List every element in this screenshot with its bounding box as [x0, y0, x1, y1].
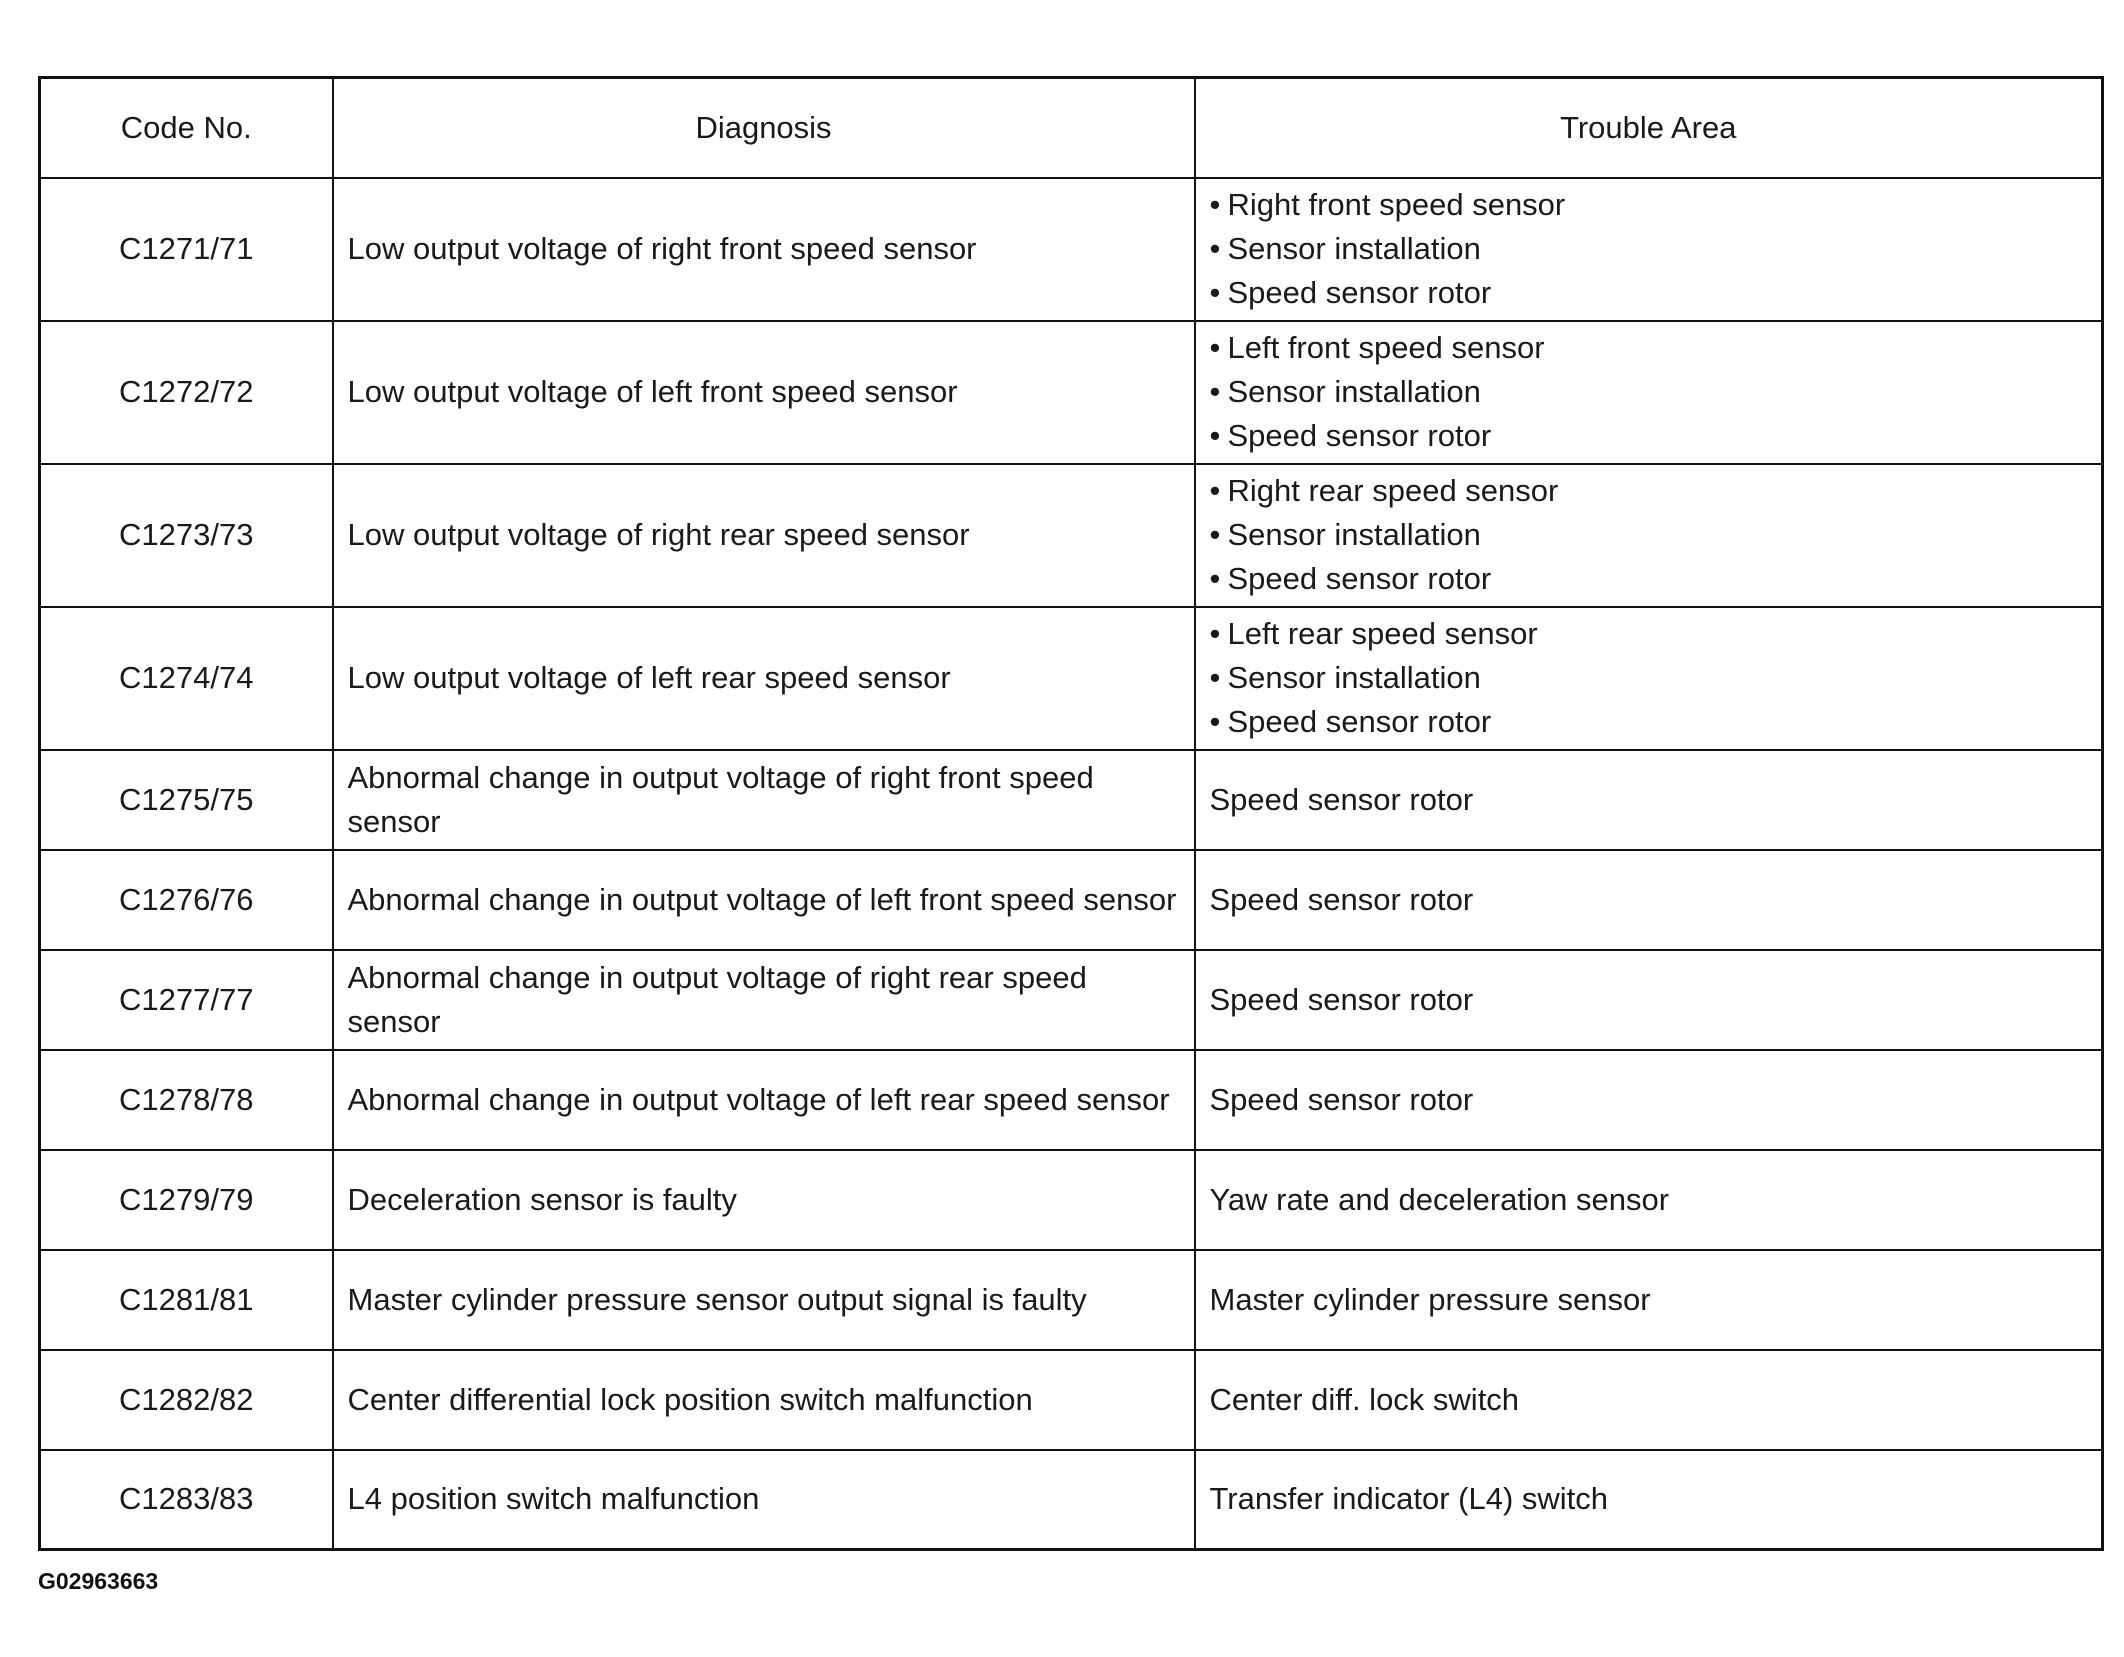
table-row: [40, 950, 2103, 1050]
trouble-area-cell: Speed sensor rotor: [1195, 850, 2103, 950]
diagnosis-cell: Low output voltage of left front speed sensor: [333, 321, 1195, 464]
table-row: [40, 1050, 2103, 1150]
table-row: [40, 1450, 2103, 1550]
trouble-area-cell: Center diff. lock switch: [1195, 1350, 2103, 1450]
trouble-area-item: • Sensor installation: [1210, 513, 2088, 557]
table-row: [40, 850, 2103, 950]
trouble-area-cell: [1195, 607, 2103, 750]
trouble-area-cell: [1195, 178, 2103, 321]
trouble-area-cell: Transfer indicator (L4) switch: [1195, 1450, 2103, 1550]
trouble-area-item: • Sensor installation: [1210, 370, 2088, 414]
table-row: [40, 464, 2103, 607]
code-cell: C1281/81: [40, 1250, 333, 1350]
diagnosis-cell: Abnormal change in output voltage of left rear speed sensor: [333, 1050, 1195, 1150]
trouble-area-item: • Left rear speed sensor: [1210, 612, 2088, 656]
diagnosis-cell: Master cylinder pressure sensor output signal is faulty: [333, 1250, 1195, 1350]
diagnosis-cell: Low output voltage of right rear speed sensor: [333, 464, 1195, 607]
diagnosis-cell: Abnormal change in output voltage of right rear speed sensor: [333, 950, 1195, 1050]
table-body: [40, 178, 2103, 1550]
header-diagnosis: Diagnosis: [333, 78, 1195, 178]
diagnosis-cell: Low output voltage of left rear speed sensor: [333, 607, 1195, 750]
trouble-area-list: [1210, 183, 2088, 315]
table-row: [40, 321, 2103, 464]
header-code-no: Code No.: [40, 78, 333, 178]
trouble-area-list: [1210, 469, 2088, 601]
diagnosis-cell: Deceleration sensor is faulty: [333, 1150, 1195, 1250]
trouble-area-list: [1210, 612, 2088, 744]
code-cell: C1276/76: [40, 850, 333, 950]
table-row: [40, 607, 2103, 750]
table-row: [40, 178, 2103, 321]
code-cell: C1273/73: [40, 464, 333, 607]
trouble-area-item: • Speed sensor rotor: [1210, 557, 2088, 601]
trouble-area-cell: [1195, 321, 2103, 464]
code-cell: C1277/77: [40, 950, 333, 1050]
trouble-area-list: [1210, 326, 2088, 458]
header-trouble-area: Trouble Area: [1195, 78, 2103, 178]
trouble-area-item: • Right front speed sensor: [1210, 183, 2088, 227]
diagnosis-cell: Low output voltage of right front speed sensor: [333, 178, 1195, 321]
trouble-area-item: • Right rear speed sensor: [1210, 469, 2088, 513]
diagnosis-cell: Abnormal change in output voltage of right front speed sensor: [333, 750, 1195, 850]
diagnosis-cell: Center differential lock position switch malfunction: [333, 1350, 1195, 1450]
trouble-area-cell: Speed sensor rotor: [1195, 1050, 2103, 1150]
code-cell: C1274/74: [40, 607, 333, 750]
table-row: [40, 1350, 2103, 1450]
code-cell: C1278/78: [40, 1050, 333, 1150]
diagnostic-code-table: [38, 76, 2104, 1551]
trouble-area-item: • Speed sensor rotor: [1210, 271, 2088, 315]
trouble-area-item: • Speed sensor rotor: [1210, 700, 2088, 744]
code-cell: C1279/79: [40, 1150, 333, 1250]
trouble-area-cell: Speed sensor rotor: [1195, 950, 2103, 1050]
trouble-area-cell: Yaw rate and deceleration sensor: [1195, 1150, 2103, 1250]
code-cell: C1272/72: [40, 321, 333, 464]
table-row: [40, 1250, 2103, 1350]
trouble-area-cell: [1195, 464, 2103, 607]
table-row: [40, 1150, 2103, 1250]
code-cell: C1282/82: [40, 1350, 333, 1450]
table-row: [40, 750, 2103, 850]
trouble-area-item: • Sensor installation: [1210, 227, 2088, 271]
trouble-area-item: • Speed sensor rotor: [1210, 414, 2088, 458]
table-header-row: [40, 78, 2103, 178]
code-cell: C1271/71: [40, 178, 333, 321]
trouble-area-item: • Sensor installation: [1210, 656, 2088, 700]
diagnosis-cell: L4 position switch malfunction: [333, 1450, 1195, 1550]
figure-id-label: G02963663: [38, 1568, 159, 1594]
trouble-area-item: • Left front speed sensor: [1210, 326, 2088, 370]
code-cell: C1283/83: [40, 1450, 333, 1550]
trouble-area-cell: Master cylinder pressure sensor: [1195, 1250, 2103, 1350]
diagnosis-cell: Abnormal change in output voltage of left front speed sensor: [333, 850, 1195, 950]
trouble-area-cell: Speed sensor rotor: [1195, 750, 2103, 850]
code-cell: C1275/75: [40, 750, 333, 850]
